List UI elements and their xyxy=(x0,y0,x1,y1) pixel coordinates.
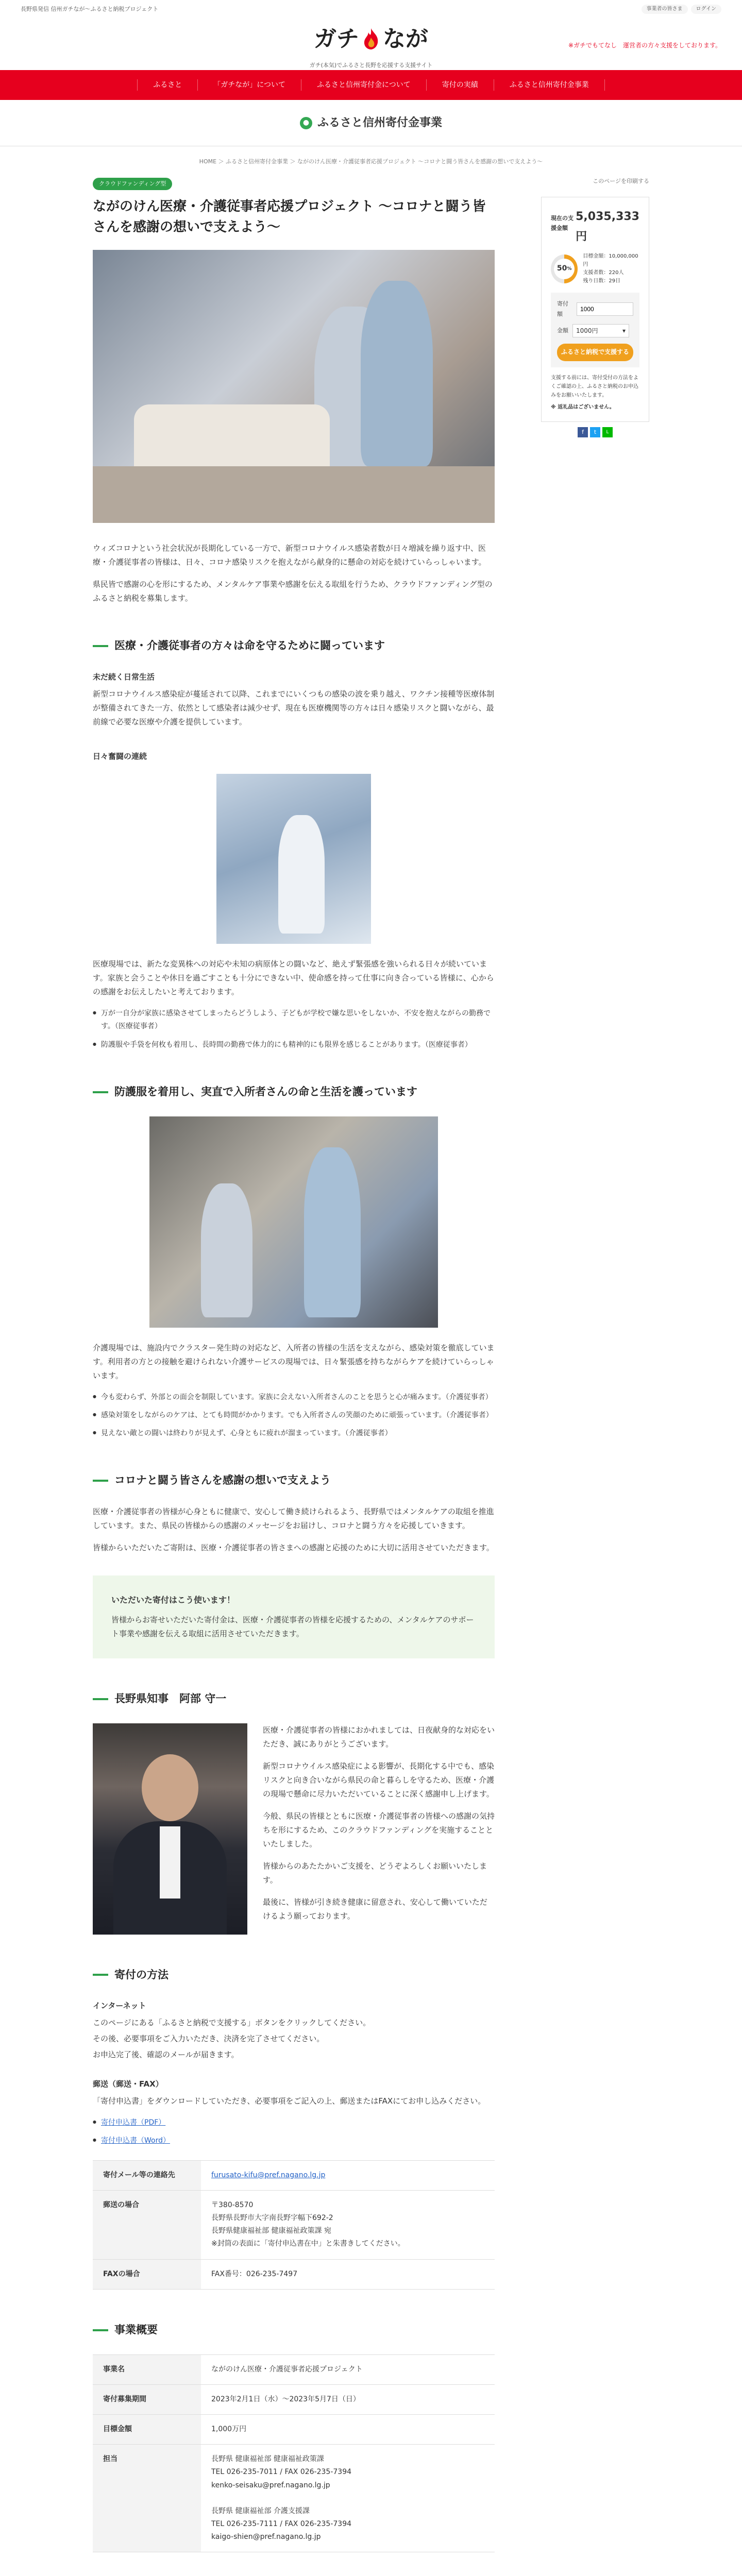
funding-box xyxy=(541,197,649,422)
header xyxy=(0,19,742,70)
s2-paragraph: 介護現場では、施設内でクラスター発生時の対応など、入所者の皆様の生活を支えながら、感染対策を徹底しています。利用者の方との接触を避けられない介護サービスの現場では、日々緊張感を持ちながらケアを続けていらっしゃいます。 xyxy=(93,1343,495,1380)
s1-voices xyxy=(93,1007,495,1052)
governor-message xyxy=(93,1723,495,1935)
s1-paragraph-1: 新型コロナウイルス感染症が蔓延されて以降、これまでにいくつもの感染の波を乗り越え、ワクチン接種等医療体制が整備されてきた一方、依然として感染者は減少せず、現在も医療機関等の方々は日々感染リスクと闘いながら、最前線で必要な医療や介護を提供しています。 xyxy=(93,689,495,727)
qty-input[interactable] xyxy=(577,302,633,316)
nav-home[interactable]: ふるさと xyxy=(137,79,197,91)
table-row: 郵送の場合 〒380-8570 長野県長野市大字南長野字幅下692-2 長野県健康福祉部 健康福祉政策課 宛 ※封筒の表面に「寄付申込書在中」と朱書きしてください。 xyxy=(93,2190,495,2259)
business-link[interactable]: 事業者の皆さま xyxy=(642,5,688,14)
internet-heading: インターネット xyxy=(93,2001,146,2011)
list-item: ● 今も変わらず、外部との面会を制限しています。家族に会えない入所者さんのことを思うと心が痛みます。（介護従事者） xyxy=(93,1391,495,1404)
usage-text: 皆様からお寄せいただいた寄付金は、医療・介護従事者の皆様を応援するための、メンタルケアのサポート事業や感謝を伝える取組に活用させていただきます。 xyxy=(111,1615,474,1638)
twitter-icon[interactable]: t xyxy=(590,427,600,437)
internet-step: このページにある「ふるさと納税で支援する」ボタンをクリックしてください。 xyxy=(93,2018,371,2028)
logo-text-b: なが xyxy=(383,25,428,52)
line-icon[interactable]: L xyxy=(602,427,613,437)
amount-value: 5,035,333円 xyxy=(576,210,639,244)
list-item: ● 見えない敵との闘いは終わりが見えず、心身ともに疲れが溜まっています。（介護従事者） xyxy=(93,1427,495,1440)
supporters-text: 支援者数：220人 xyxy=(583,269,624,276)
donate-heading: 寄付の方法 xyxy=(93,1965,495,1985)
mail-heading: 郵送（郵送・FAX） xyxy=(93,2079,163,2089)
governor-paragraph: 最後に、皆様が引き続き健康に留意され、安心して働いていただけるよう願っております。 xyxy=(263,1897,487,1921)
section-heading-3: コロナと闘う皆さんを感謝の想いで支えよう xyxy=(93,1471,495,1490)
logo-text-a: ガチ xyxy=(314,25,359,52)
intro-paragraph-1: ウィズコロナという社会状況が長期化している一方で、新型コロナウイルス感染者数が日々増減を繰り返す中、医療・介護従事者の皆様は、日々、コロナ感染リスクを抱えながら献身的に懸命の対応を続けていらっしゃいます。 xyxy=(93,544,486,567)
page-section-title xyxy=(0,100,742,146)
governor-paragraph: 今般、県民の皆様とともに医療・介護従事者の皆様への感謝の気持ちを形にするため、このクラウドファンディングを実施することといたしました。 xyxy=(263,1811,495,1849)
overview-table xyxy=(93,2354,495,2553)
form-word-link[interactable]: 寄付申込書（Word） xyxy=(101,2137,170,2145)
topbar-left: 長野県発信 信州ガチなが〜ふるさと納税プロジェクト xyxy=(21,6,159,13)
category-tag: クラウドファンディング型 xyxy=(93,178,172,190)
breadcrumb[interactable]: HOME ＞ ふるさと信州寄付金事業 ＞ ながのけん医療・介護従事者応援プロジェクト ～コロナと闘う皆さんを感謝の想いで支えよう～ xyxy=(199,158,543,165)
target-text: 目標金額：10,000,000円 xyxy=(583,253,638,267)
s1-paragraph-2: 医療現場では、新たな変異株への対応や未知の病原体との闘いなど、絶えず緊張感を強いられる日々が続いています。家族と会うことや休日を過ごすことも十分にできない中、使命感を持って仕事に向き合っている皆様に、心からの感謝をお伝えしたいと考えております。 xyxy=(93,959,494,997)
usage-title: いただいた寄付はこう使います！ xyxy=(111,1595,235,1605)
table-row: 寄付募集期間 2023年2月1日（水）～2023年5月7日（日） xyxy=(93,2384,495,2414)
s2-photo xyxy=(149,1116,438,1328)
funding-note-2: ※ 返礼品はございません。 xyxy=(551,404,615,410)
governor-heading: 長野県知事 阿部 守一 xyxy=(93,1689,495,1709)
section-heading-1: 医療・介護従事者の方々は命を守るために闘っています xyxy=(93,636,495,656)
s3-paragraph-2: 皆様からいただいたご寄附は、医療・介護従事者の皆さまへの感謝と応援のために大切に活用させていただきます。 xyxy=(93,1543,494,1552)
nav-about[interactable]: 「ガチなが」について xyxy=(197,79,301,91)
list-item: ● 万が一自分が家族に感染させてしまったらどうしよう、子どもが学校で嫌な思いをしないか、不安を抱えながらの勤務です。（医療従事者） xyxy=(93,1007,495,1033)
header-notice: ※ガチでもてなし 運営者の方々支援をしております。 xyxy=(568,42,721,49)
share-buttons xyxy=(541,427,649,437)
form-download-links xyxy=(93,2116,495,2147)
select-label: 金額 xyxy=(557,327,568,334)
contact-table xyxy=(93,2160,495,2290)
print-link[interactable]: このページを印刷する xyxy=(593,177,649,184)
intro-paragraph-2: 県民皆で感謝の心を形にするため、メンタルケア事業や感謝を伝える取組を行うため、クラウドファンディング型のふるさと納税を募集します。 xyxy=(93,580,493,603)
qty-label: 寄付額 xyxy=(557,300,568,317)
overview-heading: 事業概要 xyxy=(93,2320,495,2340)
governor-photo xyxy=(93,1723,247,1935)
table-row: FAXの場合 FAX番号：026-235-7497 xyxy=(93,2259,495,2289)
section-heading-2: 防護服を着用し、実直で入所者さんの命と生活を護っています xyxy=(93,1082,495,1102)
topbar xyxy=(0,0,742,19)
login-link[interactable]: ログイン xyxy=(691,5,722,14)
s2-voices xyxy=(93,1391,495,1440)
governor-paragraph: 医療・介護従事者の皆様におかれましては、日夜献身的な対応をいただき、誠にありがとうございます。 xyxy=(263,1725,495,1749)
section-title-text: ふるさと信州寄付金事業 xyxy=(317,116,442,129)
site-logo[interactable] xyxy=(314,19,428,59)
s1-photo xyxy=(216,774,371,944)
logo-subtitle: ガチ(本気)でふるさと長野を応援する支援サイト xyxy=(309,61,433,69)
donate-button[interactable]: ふるさと納税で支援する xyxy=(557,344,633,361)
nav-furusato[interactable]: ふるさと信州寄付金について xyxy=(301,79,426,91)
sidebar xyxy=(541,176,649,2576)
main-nav xyxy=(0,70,742,100)
s1-subheading-1: 未だ続く日常生活 xyxy=(93,672,155,682)
progress-percent: 50 xyxy=(556,264,567,273)
governor-paragraph: 新型コロナウイルス感染症による影響が、長期化する中でも、感染リスクと向き合いながら県民の命と暮らしを守るため、医療・介護の現場で懸命に尽力いただいていることに深く感謝申し上げます。 xyxy=(263,1761,495,1799)
form-pdf-link[interactable]: 寄付申込書（PDF） xyxy=(101,2119,166,2127)
governor-paragraph: 皆様からのあたたかいご支援を、どうぞよろしくお願いいたします。 xyxy=(263,1861,487,1885)
table-row: 寄付メール等の連絡先 furusato-kifu@pref.nagano.lg.jp xyxy=(93,2160,495,2190)
flame-icon xyxy=(361,27,381,50)
nav-projects[interactable]: ふるさと信州寄付金事業 xyxy=(494,79,605,91)
main-content xyxy=(93,176,495,2576)
email-link[interactable]: furusato-kifu@pref.nagano.lg.jp xyxy=(211,2171,326,2179)
chevron-down-icon: ▾ xyxy=(622,327,626,334)
progress-ring: 50 % xyxy=(551,255,578,283)
facebook-icon[interactable]: f xyxy=(578,427,588,437)
project-title: ながのけん医療・介護従事者応援プロジェクト ～コロナと闘う皆さんを感謝の想いで支えよう～ xyxy=(93,198,486,235)
funding-note: 支援する前には、寄付受付の方法をよくご確認の上、ふるさと納税のお申込みをお願いいたします。 xyxy=(551,375,638,398)
internet-step: お申込完了後、確認のメールが届きます。 xyxy=(93,2050,239,2060)
list-item: ● 感染対策をしながらのケアは、とても時間がかかります。でも入所者さんの笑顔のために頑張っています。（介護従事者） xyxy=(93,1409,495,1422)
amount-select[interactable]: 1000円 ▾ xyxy=(572,324,629,337)
days-left-text: 残り日数：29日 xyxy=(583,278,621,284)
amount-label: 現在の支援金額 xyxy=(551,214,574,232)
usage-box xyxy=(93,1575,495,1658)
s1-subheading-2: 日々奮闘の連続 xyxy=(93,752,147,761)
nav-results[interactable]: 寄付の実績 xyxy=(426,79,494,91)
table-row: 目標金額 1,000万円 xyxy=(93,2414,495,2444)
nagano-pin-icon: ● xyxy=(300,117,312,129)
table-row: 事業名 ながのけん医療・介護従事者応援プロジェクト xyxy=(93,2354,495,2384)
table-row: 担当 長野県 健康福祉部 健康福祉政策課 TEL 026-235-7011 / FAX 026-235-7394 kenko-seisaku@pref.nagano.lg.jp 長野県 健康福祉部 介護支援課 TEL 026-235-7111 / FAX 026-235-7394 kaigo-shien@pref.nagano.lg.jp xyxy=(93,2445,495,2552)
internet-step: その後、必要事項をご入力いただき、決済を完了させてください。 xyxy=(93,2034,325,2044)
hero-photo xyxy=(93,250,495,523)
list-item: ● 防護服や手袋を何枚も着用し、長時間の勤務で体力的にも精神的にも限界を感じることがあります。（医療従事者） xyxy=(93,1039,495,1052)
s3-paragraph-1: 医療・介護従事者の皆様が心身ともに健康で、安心して働き続けられるよう、長野県ではメンタルケアの取組を推進しています。また、県民の皆様からの感謝のメッセージをお届けし、コロナと闘う方々を応援していきます。 xyxy=(93,1506,494,1530)
mail-text: 「寄付申込書」をダウンロードしていただき、必要事項をご記入の上、郵送またはFAXにてお申し込みください。 xyxy=(93,2096,486,2106)
